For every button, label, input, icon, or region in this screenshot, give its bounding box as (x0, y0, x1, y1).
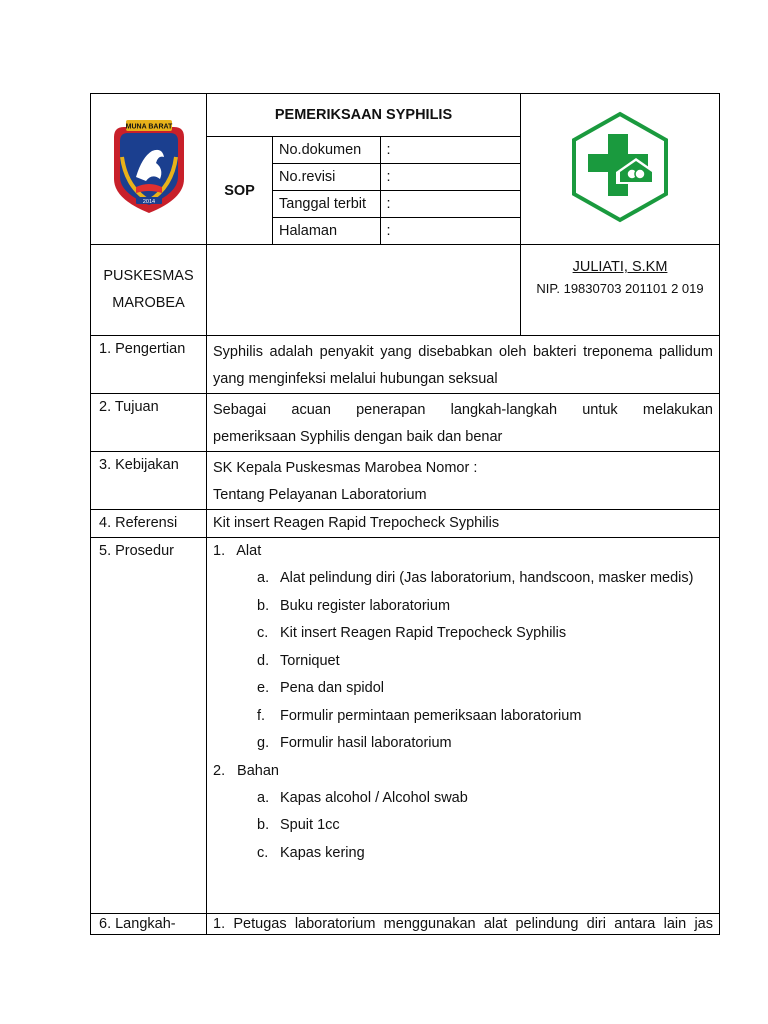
list-item-text: Kapas alcohol / Alcohol swab (280, 789, 468, 806)
list-item-text: Torniquet (280, 652, 340, 669)
section-label: 2. Tujuan (91, 394, 207, 452)
section-label: 1. Pengertian (91, 336, 207, 394)
content-line: Kit insert Reagen Rapid Trepocheck Syphilis (213, 515, 500, 531)
section-langkah (91, 914, 720, 935)
field-row-no-dokumen (273, 137, 520, 164)
step-text: Petugas laboratorium menggunakan alat pelindung diri antara lain jas (233, 916, 713, 932)
puskesmas-logo (570, 110, 670, 224)
section-kebijakan (91, 452, 720, 510)
list-item-marker: a. (257, 789, 270, 806)
content-line: Syphilis adalah penyakit yang disebabkan oleh bakteri treponema pallidum (213, 344, 713, 360)
section-content (207, 394, 720, 452)
list-item-marker: b. (257, 597, 270, 614)
section-tujuan (91, 394, 720, 452)
field-value: : (380, 191, 520, 218)
list-item (213, 620, 713, 648)
list-item (213, 812, 713, 840)
signatory-name: JULIATI, S.KM (572, 259, 668, 275)
document-title: PEMERIKSAAN SYPHILIS (207, 94, 521, 137)
content-line: Tentang Pelayanan Laboratorium (213, 487, 427, 503)
content-line (213, 914, 713, 934)
section-label: 6. Langkah- (91, 914, 207, 935)
list-item (213, 648, 713, 676)
signatory-cell (521, 245, 720, 336)
list-heading-number: 1. (213, 543, 226, 559)
section-referensi (91, 510, 720, 538)
list-item (213, 703, 713, 731)
field-label: Tanggal terbit (273, 191, 380, 218)
section-prosedur (91, 538, 720, 914)
list-item-text: Pena dan spidol (280, 680, 384, 696)
list-item-marker: a. (257, 570, 270, 586)
field-value: : (380, 164, 520, 191)
list-item (213, 840, 713, 868)
field-label: No.revisi (273, 164, 380, 191)
field-row-no-revisi (273, 164, 520, 191)
section-content (207, 336, 720, 394)
list-item-text: Buku register laboratorium (280, 597, 451, 614)
list-item-marker: b. (257, 817, 270, 833)
list-item-text: Formulir permintaan pemeriksaan laboratorium (280, 707, 582, 724)
list-item (213, 565, 713, 593)
list-item-marker: c. (257, 625, 269, 641)
list-item-text: Spuit 1cc (280, 817, 340, 833)
organization-line1: PUSKESMAS (103, 268, 194, 284)
list-item (213, 730, 713, 758)
sop-table (90, 93, 720, 935)
list-heading-text: Bahan (237, 762, 279, 779)
list-item-marker: g. (257, 735, 270, 751)
right-logo-cell (521, 94, 720, 245)
organization-name (91, 245, 207, 336)
list-item-text: Kapas kering (280, 844, 365, 861)
list-item-marker: c. (257, 844, 269, 861)
signatory-nip: NIP. 19830703 201101 2 019 (536, 281, 704, 296)
muna-barat-emblem (106, 117, 192, 217)
field-value: : (380, 137, 520, 164)
sop-label: SOP (207, 137, 273, 245)
section-label: 3. Kebijakan (91, 452, 207, 510)
list-item-text: Kit insert Reagen Rapid Trepocheck Syphilis (280, 625, 567, 641)
section-label: 5. Prosedur (91, 538, 207, 914)
document-fields-table (273, 137, 520, 244)
section-label: 4. Referensi (91, 510, 207, 538)
field-label: No.dokumen (273, 137, 380, 164)
list-item-marker: d. (257, 652, 270, 669)
organization-line2: MAROBEA (112, 295, 185, 311)
list-heading (213, 538, 713, 565)
list-item-marker: f. (257, 707, 266, 724)
content-line: pemeriksaan Syphilis dengan baik dan benar (213, 429, 503, 445)
list-item-marker: e. (257, 680, 270, 696)
section-content (207, 510, 720, 538)
content-line: Sebagai acuan penerapan langkah-langkah untuk melakukan (213, 402, 713, 418)
left-logo-cell (91, 94, 207, 245)
document-fields (273, 137, 521, 245)
emblem-banner-text: MUNA BARAT (125, 123, 172, 131)
section-content (207, 538, 720, 914)
section-content (207, 452, 720, 510)
field-value: : (380, 218, 520, 245)
emblem-year-text: 2014 (142, 199, 155, 205)
section-content (207, 914, 720, 935)
list-item (213, 675, 713, 703)
step-number: 1. (213, 916, 226, 932)
blank-cell (207, 245, 521, 336)
list-item-text: Alat pelindung diri (Jas laboratorium, handscoon, masker medis) (280, 570, 694, 586)
field-row-halaman (273, 218, 520, 245)
field-row-tanggal-terbit (273, 191, 520, 218)
section-pengertian (91, 336, 720, 394)
list-heading-text: Alat (236, 543, 262, 559)
list-item (213, 785, 713, 813)
list-heading-number: 2. (213, 762, 226, 779)
list-heading (213, 758, 713, 785)
list-item-text: Formulir hasil laboratorium (280, 735, 452, 751)
field-label: Halaman (273, 218, 380, 245)
content-line: SK Kepala Puskesmas Marobea Nomor : (213, 460, 478, 476)
content-line: yang menginfeksi melalui hubungan seksual (213, 371, 498, 387)
list-item (213, 593, 713, 621)
